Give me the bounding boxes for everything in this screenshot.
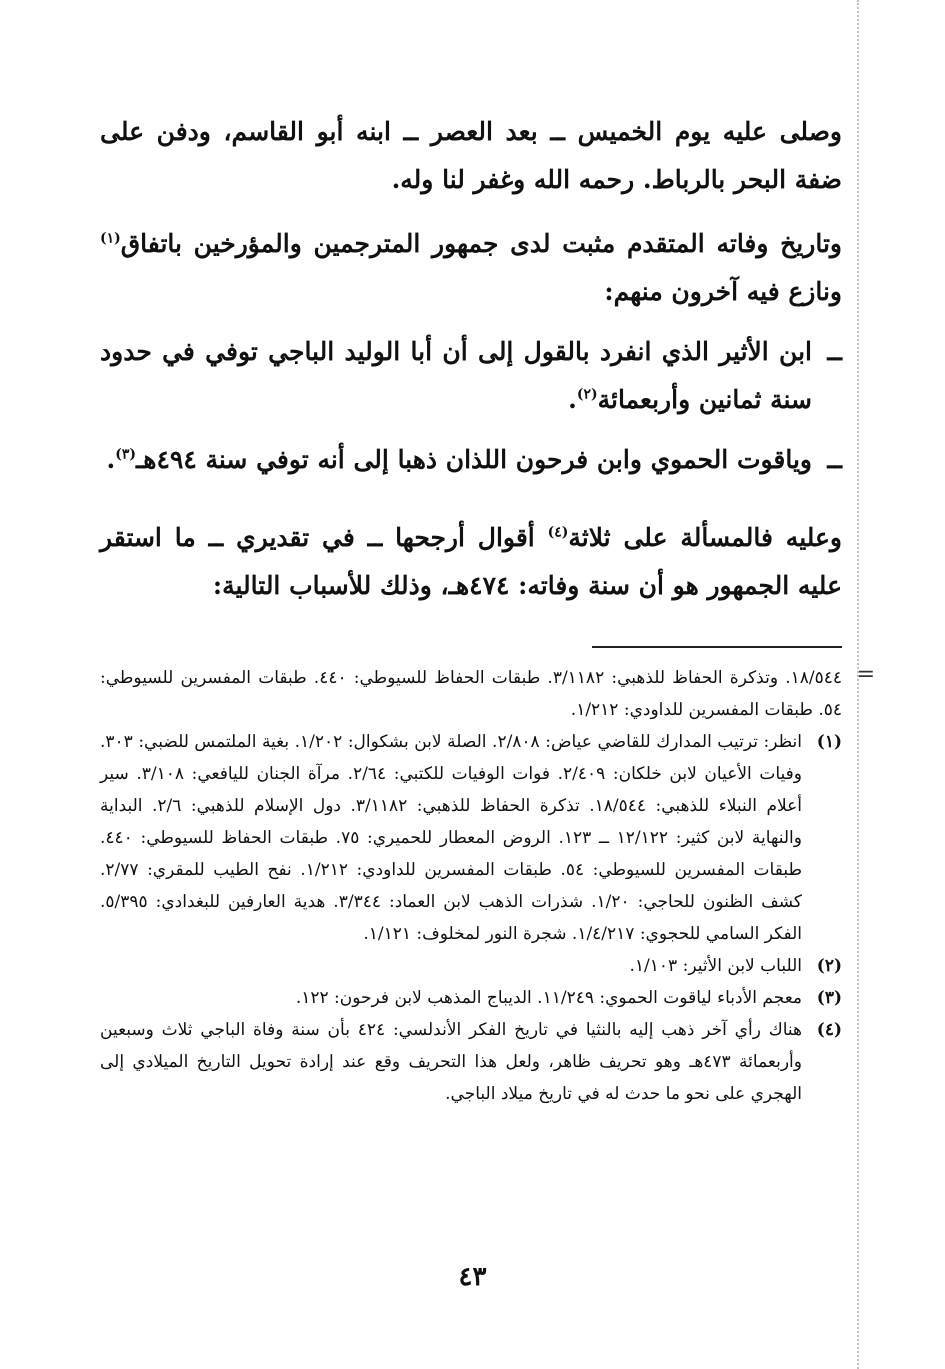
page-number: ٤٣ [458, 1262, 487, 1292]
paragraph-2-text-a: وتاريخ وفاته المتقدم مثبت لدى جمهور المترجمين والمؤرخين باتفاق [120, 229, 842, 258]
paragraph-2 [100, 220, 842, 316]
footnote-1 [100, 726, 842, 950]
footnote-2 [100, 950, 842, 982]
paragraph-1: وصلى عليه يوم الخميس ــ بعد العصر ــ ابنه أبو القاسم، ودفن على ضفة البحر بالرباط. رحمه الله وغفر لنا وله. [100, 117, 842, 194]
bullet-item-2 [100, 436, 842, 484]
footnote-continuation: ١٨/٥٤٤. وتذكرة الحفاظ للذهبي: ٣/١١٨٢. طبقات الحفاظ للسيوطي: ٤٤٠. طبقات المفسرين للسيوطي: ٥٤. طبقات المفسرين للداودي: ١/٢١٢. [100, 668, 842, 720]
footnote-3 [100, 982, 842, 1014]
paragraph-3 [100, 514, 842, 610]
footnote-ref-3[interactable]: (٣) [115, 446, 136, 463]
paragraph-2-text-b: ونازع فيه آخرون منهم: [604, 277, 842, 306]
footnote-number: (٤) [816, 1020, 842, 1040]
margin-equals-mark: = [856, 662, 875, 687]
bullet-1-text-b: . [568, 385, 577, 414]
footnote-text: انظر: ترتيب المدارك للقاضي عياض: ٢/٨٠٨. الصلة لابن بشكوال: ١/٢٠٢. بغية الملتمس للضبي: ٣٠٣. وفيات الأعيان لابن خلكان: ٢/٤٠٩. فوات الوفيات للكتبي: ٢/٦٤. مرآة الجنان لليافعي: ٣/١٠٨. سير أعلام النبلاء للذهبي: ١٨/٥٤٤. تذكرة الحفاظ للذهبي: ٣/١١٨٢. دول الإسلام للذهبي: ٢/٦. البداية والنهاية لابن كثير: ١٢/١٢٢ ــ ١٢٣. الروض المعطار للحميري: ٧٥. طبقات الحفاظ للسيوطي: ٤٤٠. طبقات المفسرين للسيوطي: ٥٤. طبقات المفسرين للداودي: ١/٢١٢. نفح الطيب للمقري: ٢/٧٧. كشف الظنون للحاجي: ١/٢٠. شذرات الذهب لابن العماد: ٣/٣٤٤. هدية العارفين للبغدادي: ٥/٣٩٥. الفكر السامي للحجوي: ١/٤/٢١٧. شجرة النور لمخلوف: ١/١٢١. [100, 732, 803, 944]
footnote-4 [100, 1014, 842, 1110]
footnote-number: (٣) [816, 988, 842, 1008]
footnote-number: (٢) [816, 956, 842, 976]
footnote-ref-2[interactable]: (٢) [576, 386, 598, 403]
bullet-item-1-text [100, 328, 812, 424]
bullet-item-1 [100, 328, 842, 424]
footnote-ref-4[interactable]: (٤) [547, 524, 569, 541]
footnote-text: هناك رأي آخر ذهب إليه بالنثيا في تاريخ الفكر الأندلسي: ٤٢٤ بأن سنة وفاة الباجي ثلاث وسبعين وأربعمائة ٤٧٣هـ وهو تحريف ظاهر، ولعل هذا التحريف وقع عند إرادة تحويل التاريخ الميلادي إلى الهجري على نحو ما حدث له في تاريخ ميلاد الباجي. [100, 1020, 803, 1104]
footnote-separator [592, 646, 842, 648]
bullet-dash: ــ [827, 445, 842, 474]
footnote-number: (١) [816, 732, 842, 752]
main-text [100, 108, 842, 610]
bullet-1-text-a: ابن الأثير الذي انفرد بالقول إلى أن أبا الوليد الباجي توفي في حدود سنة ثمانين وأربعمائة [100, 337, 812, 414]
bullet-2-text-b: . [106, 445, 116, 474]
bullet-item-2-text [100, 436, 812, 484]
bullet-dash: ــ [827, 337, 842, 366]
footnotes [100, 662, 842, 1110]
paragraph-3-text-b: أقوال أرجحها ــ في تقديري ــ ما استقر عليه الجمهور هو أن سنة وفاته: ٤٧٤هـ، وذلك للأسباب التالية: [100, 523, 842, 600]
footnote-text: اللباب لابن الأثير: ١/١٠٣. [629, 956, 802, 976]
paragraph-3-text-a: وعليه فالمسألة على ثلاثة [568, 523, 842, 552]
footnote-ref-1[interactable]: (١) [100, 230, 121, 247]
bullet-2-text-a: وياقوت الحموي وابن فرحون اللذان ذهبا إلى أنه توفي سنة ٤٩٤هـ [135, 445, 812, 474]
page-content [100, 108, 842, 1110]
footnote-text: معجم الأدباء لياقوت الحموي: ١١/٢٤٩. الديباج المذهب لابن فرحون: ١٢٢. [295, 988, 802, 1008]
